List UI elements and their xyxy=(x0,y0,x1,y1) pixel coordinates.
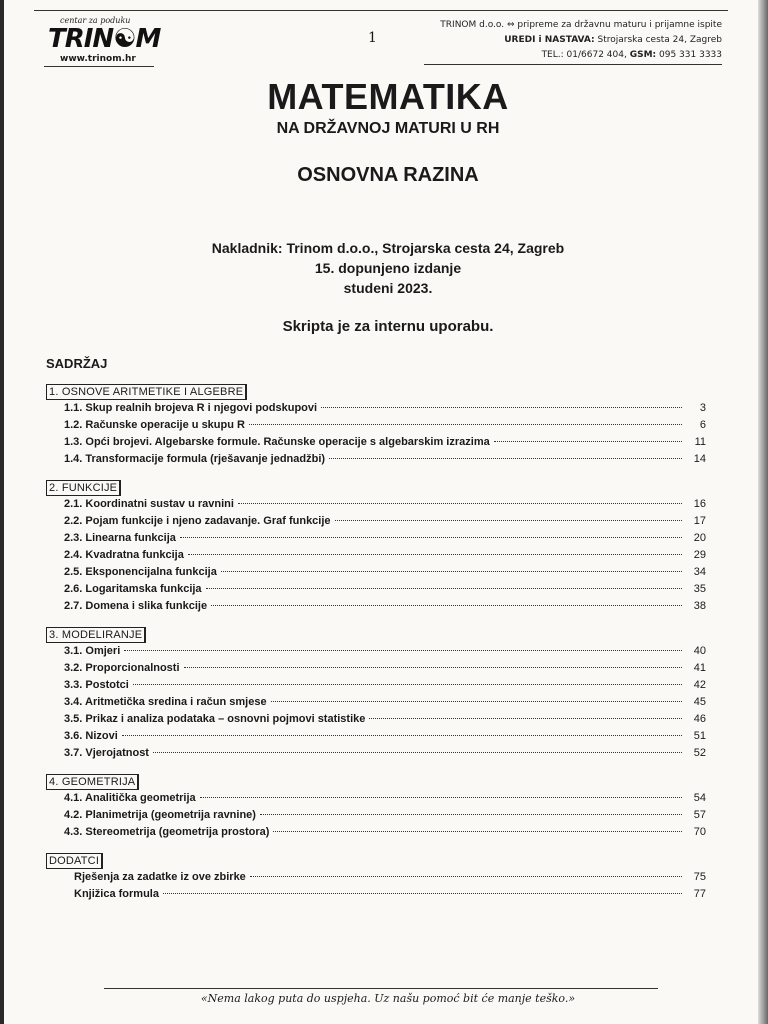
page-number: 1 xyxy=(368,30,377,46)
toc-leader-dots xyxy=(184,667,682,668)
toc-leader-dots xyxy=(271,701,682,702)
toc-leader-dots xyxy=(321,407,682,408)
toc-entry-label: 3.5. Prikaz i analiza podataka – osnovni pojmovi statistike xyxy=(64,713,366,725)
toc-section-heading: DODATCI xyxy=(46,853,103,869)
toc-entry xyxy=(46,809,706,826)
company-line: TRINOM d.o.o. ⇔ pripreme za državnu maturu i prijamne ispite xyxy=(440,20,722,30)
toc-leader-dots xyxy=(238,503,682,504)
office-label: UREDI i NASTAVA: xyxy=(504,35,595,45)
toc-entry-page: 57 xyxy=(693,809,706,821)
toc-entry xyxy=(46,532,706,549)
toc-section xyxy=(46,478,706,617)
internal-use-note: Skripta je za internu uporabu. xyxy=(282,318,494,335)
toc-entry-label: 3.4. Aritmetička sredina i račun smjese xyxy=(64,696,267,708)
toc-entry-label: 3.6. Nizovi xyxy=(64,730,118,742)
toc-entry-label: Knjižica formula xyxy=(74,888,159,900)
toc-entry-label: 3.3. Postotci xyxy=(64,679,129,691)
toc-entry xyxy=(46,419,706,436)
toc-leader-dots xyxy=(133,684,682,685)
toc-leader-dots xyxy=(249,424,682,425)
tel-label: TEL.: xyxy=(541,50,564,60)
toc-section-heading: 3. MODELIRANJE xyxy=(46,627,146,643)
logo-url: www.trinom.hr xyxy=(60,54,136,64)
gsm-value: 095 331 3333 xyxy=(659,50,722,60)
toc-entry xyxy=(46,549,706,566)
footer-motto: «Nema lakog puta do uspjeha. Uz našu pomoć bit će manje teško.» xyxy=(200,992,576,1005)
toc-entry xyxy=(46,662,706,679)
header-rule xyxy=(424,64,722,65)
toc-entry xyxy=(46,600,706,617)
toc-entry xyxy=(46,402,706,419)
toc-entry-label: 2.5. Eksponencijalna funkcija xyxy=(64,566,217,578)
toc-entry xyxy=(46,792,706,809)
toc-entry-label: 2.3. Linearna funkcija xyxy=(64,532,176,544)
toc-leader-dots xyxy=(273,831,682,832)
gsm-label: GSM: xyxy=(629,50,657,60)
toc-entry-page: 52 xyxy=(693,747,706,759)
trinom-logo xyxy=(44,14,161,66)
toc-entry xyxy=(46,453,706,470)
toc-leader-dots xyxy=(260,814,682,815)
toc-entry-page: 77 xyxy=(693,888,706,900)
toc-entry xyxy=(46,515,706,532)
toc-entry-page: 16 xyxy=(693,498,706,510)
toc-entry-page: 40 xyxy=(693,645,706,657)
toc-entry-label: 1.3. Opći brojevi. Algebarske formule. Računske operacije s algebarskim izrazima xyxy=(64,436,490,448)
toc-section xyxy=(46,851,706,905)
toc-entry-page: 51 xyxy=(693,730,706,742)
toc-entry xyxy=(46,826,706,843)
toc-entry-label: 2.1. Koordinatni sustav u ravnini xyxy=(64,498,234,510)
toc-leader-dots xyxy=(329,458,682,459)
toc-entry-page: 46 xyxy=(693,713,706,725)
toc-entry-label: 1.1. Skup realnih brojeva R i njegovi podskupovi xyxy=(64,402,318,414)
footer-rule xyxy=(104,988,658,989)
toc-entry-label: 4.3. Stereometrija (geometrija prostora) xyxy=(64,826,270,838)
tel-value: 01/6672 404, xyxy=(566,50,627,60)
toc-leader-dots xyxy=(206,588,682,589)
toc-section xyxy=(46,382,706,470)
page-subtitle: NA DRŽAVNOJ MATURI U RH xyxy=(276,120,500,137)
toc-entry-page: 6 xyxy=(699,419,706,431)
toc-entry xyxy=(46,645,706,662)
toc-leader-dots xyxy=(494,441,682,442)
edition-line: 15. dopunjeno izdanje xyxy=(314,260,462,276)
header-contact xyxy=(440,18,722,63)
top-rule xyxy=(34,10,728,11)
toc-entry-label: 3.2. Proporcionalnosti xyxy=(64,662,180,674)
toc-entry-label: 4.1. Analitička geometrija xyxy=(64,792,196,804)
date-line: studeni 2023. xyxy=(343,280,433,296)
toc-entry-page: 3 xyxy=(699,402,706,414)
publication-info xyxy=(4,238,768,298)
toc-entry-page: 75 xyxy=(693,871,706,883)
publisher-line: Nakladnik: Trinom d.o.o., Strojarska cesta 24, Zagreb xyxy=(211,240,565,256)
toc-entry-label: 2.6. Logaritamska funkcija xyxy=(64,583,202,595)
toc-entry-label: 2.2. Pojam funkcije i njeno zadavanje. Graf funkcije xyxy=(64,515,331,527)
table-of-contents xyxy=(46,382,706,913)
toc-entry xyxy=(46,888,706,905)
toc-entry-page: 34 xyxy=(693,566,706,578)
toc-section-heading: 2. FUNKCIJE xyxy=(46,480,121,496)
logo-rule xyxy=(44,66,154,67)
level-heading: OSNOVNA RAZINA xyxy=(297,164,479,186)
office-address: Strojarska cesta 24, Zagreb xyxy=(597,35,722,45)
logo-tagline: centar za poduku xyxy=(60,16,131,25)
toc-entry-page: 70 xyxy=(693,826,706,838)
toc-entry xyxy=(46,583,706,600)
toc-section xyxy=(46,625,706,764)
phone-line xyxy=(440,48,722,63)
toc-entry xyxy=(46,679,706,696)
toc-leader-dots xyxy=(153,752,682,753)
toc-leader-dots xyxy=(335,520,682,521)
toc-entry xyxy=(46,730,706,747)
toc-entry-label: 1.2. Računske operacije u skupu R xyxy=(64,419,245,431)
toc-entry-page: 45 xyxy=(693,696,706,708)
toc-entry-page: 11 xyxy=(694,436,706,448)
toc-entry xyxy=(46,871,706,888)
toc-leader-dots xyxy=(188,554,682,555)
toc-title: SADRŽAJ xyxy=(46,356,108,371)
office-line xyxy=(440,33,722,48)
toc-entry-page: 29 xyxy=(693,549,706,561)
toc-leader-dots xyxy=(369,718,682,719)
toc-leader-dots xyxy=(180,537,682,538)
toc-entry-page: 35 xyxy=(693,583,706,595)
page-title: MATEMATIKA xyxy=(267,76,509,117)
toc-entry-page: 14 xyxy=(693,453,706,465)
toc-section-heading: 1. OSNOVE ARITMETIKE I ALGEBRE xyxy=(46,384,247,400)
toc-entry-page: 54 xyxy=(693,792,706,804)
toc-entry-label: Rješenja za zadatke iz ove zbirke xyxy=(74,871,246,883)
toc-entry-label: 2.7. Domena i slika funkcije xyxy=(64,600,208,612)
toc-entry-page: 20 xyxy=(693,532,706,544)
toc-entry xyxy=(46,566,706,583)
toc-entry xyxy=(46,713,706,730)
toc-entry xyxy=(46,696,706,713)
logo-wordmark: TRIN☯M xyxy=(48,24,161,54)
toc-entry-page: 38 xyxy=(693,600,706,612)
toc-entry-label: 3.7. Vjerojatnost xyxy=(64,747,149,759)
toc-entry-label: 4.2. Planimetrija (geometrija ravnine) xyxy=(64,809,256,821)
toc-entry-label: 3.1. Omjeri xyxy=(64,645,121,657)
toc-section xyxy=(46,772,706,843)
toc-entry-page: 42 xyxy=(693,679,706,691)
toc-section-heading: 4. GEOMETRIJA xyxy=(46,774,139,790)
toc-leader-dots xyxy=(221,571,682,572)
toc-leader-dots xyxy=(124,650,682,651)
toc-entry xyxy=(46,747,706,764)
toc-entry-page: 17 xyxy=(693,515,706,527)
toc-leader-dots xyxy=(163,893,682,894)
toc-entry-label: 2.4. Kvadratna funkcija xyxy=(64,549,184,561)
toc-leader-dots xyxy=(211,605,682,606)
toc-entry xyxy=(46,498,706,515)
toc-entry-label: 1.4. Transformacije formula (rješavanje jednadžbi) xyxy=(64,453,326,465)
toc-leader-dots xyxy=(250,876,682,877)
toc-leader-dots xyxy=(122,735,682,736)
toc-entry xyxy=(46,436,706,453)
toc-leader-dots xyxy=(200,797,682,798)
toc-entry-page: 41 xyxy=(693,662,706,674)
